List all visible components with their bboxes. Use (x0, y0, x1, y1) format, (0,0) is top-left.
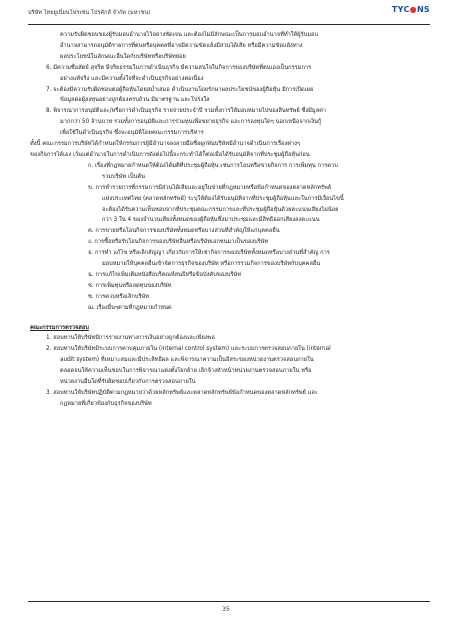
lettered-item: ก. เรื่องที่กฎหมายกำหนดให้ต้องได้มติที่ประชุมผู้ถือหุ้น เช่นการโอนหรือขายกิจการ การเพิ่มทุน การควบ (88, 162, 338, 169)
paragraph-line: ความรับผิดชอบของผู้รับมอบอำนาจไว้อย่างชัดเจน และต้องไม่มีลักษณะเป็นการมอบอำนาจที่ทำให้ผู้รับมอบ (60, 32, 319, 38)
page-number: 35 (222, 606, 230, 613)
paragraph-line: หน่วยงานอื่นใดที่รับผิดชอบเกี่ยวกับการตรวจสอบภายใน (60, 379, 196, 386)
paragraph-line: ของกิจการได้เอง เว้นแต่อำนาจในการดำเนินการดังต่อไปนี้จะกระทำได้ก็ต่อเมื่อได้รับอนุมัติจากที่ประชุมผู้ถือหุ้นก่อน (30, 151, 310, 158)
lettered-item: ซ. การควบหรือเลิกบริษัท (88, 293, 150, 300)
footer-divider (28, 601, 430, 602)
lettered-item: ฉ. การแก้ไขเพิ่มเติมหนังสือบริคณห์สนธิหรือข้อบังคับของบริษัท (88, 271, 242, 278)
numbered-item-8: 8. พิจารณาการอนุมัติและ/หรือการดำเนินธุรกิจ รายจ่ายประจำปี รวมทั้งการให้มอบหมายไปของสินทรัพย์ ซึ่งมีมูลค่า (46, 108, 327, 115)
paragraph-line: ข้อมูลต่อผู้ลงทุนอย่างถูกต้องครบถ้วน มีมาตรฐาน และโปร่งใส (60, 97, 210, 104)
paragraph-line: อย่างแท้จริง และมีความตั้งใจที่จะดำเนินธุรกิจอย่างต่อเนื่อง (60, 75, 204, 82)
lettered-item: ข. การทำรายการที่กรรมการมีส่วนได้เสียและอยู่ในข่ายที่กฎหมายหรือข้อกำหนดของตลาดหลักทรัพย์ (88, 184, 332, 191)
paragraph-line: อำนาจสามารถอนุมัติรายการที่ตนหรือบุคคลที่อาจมีความขัดแย้งมีส่วนได้เสีย หรือมีความขัดแย้งทาง (60, 42, 303, 49)
paragraph-line: เพื่อใช้ในดำเนินธุรกิจ ซึ่งจะอนุมัติโดยคณะกรรมการบริหาร (60, 130, 204, 137)
numbered-item-6: 6. มีความซื่อสัตย์ สุจริต มีจริยธรรมในการดำเนินธุรกิจ มีความสนใจในกิจการของบริษัทที่ตนเองเป็นกรรมการ (46, 64, 312, 71)
paragraph-line: จะต้องได้รับความเห็นชอบจากที่ประชุมคณะกรรมการและที่ประชุมผู้ถือหุ้นด้วยคะแนนเสียงไม่น้อย (102, 206, 339, 213)
company-logo (392, 5, 430, 14)
paragraph-line: รวมบริษัท เป็นต้น (102, 173, 145, 180)
lettered-item: จ. การทำ แก้ไข หรือเลิกสัญญา เกี่ยวกับการให้เช่ากิจการของบริษัททั้งหมดหรือบางส่วนที่สำคัญ การ (88, 250, 330, 257)
logo-dot-icon: ● (409, 5, 417, 14)
paragraph-line: มอบหมายให้บุคคลอื่นเข้าจัดการธุรกิจของบริษัท หรือการรวมกิจการของบริษัทกับบุคคลอื่น (102, 261, 321, 268)
paragraph-line: กว่า 3 ใน 4 ของจำนวนเสียงทั้งหมดของผู้ถือหุ้นซึ่งมาประชุมและมีสิทธิออกเสียงลงคะแนน (102, 217, 320, 224)
lettered-item: ค. การขายหรือโอนกิจการของบริษัททั้งหมดหรือบางส่วนที่สำคัญให้แก่บุคคลอื่น (88, 228, 280, 235)
paragraph-line: กฎหมายที่เกี่ยวข้องกับธุรกิจของบริษัท (60, 400, 152, 407)
company-name: บริษัท ไทยยูเนี่ยนโฟรเซ่น โปรดักส์ จำกัด (มหาชน) (28, 10, 151, 16)
numbered-item-1: 1. สอบทานให้บริษัทมีการรายงานทางการเงินอย่างถูกต้องและเพียงพอ (46, 335, 215, 342)
numbered-item-3: 3. สอบทานให้บริษัทปฏิบัติตามกฎหมายว่าด้วยหลักทรัพย์และตลาดหลักทรัพย์ข้อกำหนดของตลาดหลักทรัพย์ และ (46, 390, 318, 396)
section-heading: คณะกรรมการตรวจสอบ (30, 324, 89, 331)
document-body (30, 30, 430, 410)
numbered-item-7: 7. จะต้องมีความรับผิดชอบต่อผู้ถือหุ้นโดยสม่ำเสมอ ดำเนินงานโดยรักษาผลประโยชน์ของผู้ถือหุ้น มีการเปิดเผย (46, 86, 314, 93)
logo-text-tail: NS (416, 5, 430, 14)
paragraph-line: ผลประโยชน์ในลักษณะอื่นใดกับบริษัทหรือบริษัทย่อย (60, 53, 186, 60)
paragraph-line: แห่งประเทศไทย (ตลาดหลักทรัพย์) ระบุให้ต้องได้รับอนุมัติจากที่ประชุมผู้ถือหุ้นและในการมีเงื่อนไขนี้ (102, 195, 344, 202)
paragraph-line: ตลอดจนให้ความเห็นชอบในการพิจารณาแต่งตั้งโยกย้าย เลิกจ้างหัวหน้าหน่วยงานตรวจสอบภายใน หรือ (60, 368, 312, 375)
paragraph-line: มากกว่า 50 ล้านบาท รวมทั้งการอนุมัติและการร่วมทุนเพื่อขยายธุรกิจ และการลงทุนใดๆ นอกเหนือจากเงินกู้ (60, 119, 322, 126)
paragraph-line: audit system) ที่เหมาะสมและมีประสิทธิผล และพิจารณาความเป็นอิสระของหน่วยงานตรวจสอบภายใน (60, 357, 314, 364)
lettered-item: ช. การเพิ่มทุนหรือลดทุนของบริษัท (88, 282, 172, 289)
numbered-item-2: 2. สอบทานให้บริษัทมีระบบการควบคุมภายใน (internal control system) และระบบการตรวจสอบภายใน (internal (46, 346, 331, 353)
logo-text-main: TYC (391, 5, 410, 14)
lettered-item: ง. การซื้อหรือรับโอนกิจการของบริษัทอื่นหรือบริษัทเอกชนมาเป็นของบริษัท (88, 239, 269, 246)
page-header (28, 2, 430, 25)
paragraph-line: ทั้งนี้ คณะกรรมการบริษัทได้กำหนดให้กรรมการผู้มีอำนาจลงลายมือชื่อผูกพันบริษัทมีอำนาจดำเนินการเรื่องต่างๆ (30, 141, 300, 148)
lettered-item: ฌ. เรื่องอื่นๆตามที่กฎหมายกำหนด (88, 304, 172, 311)
